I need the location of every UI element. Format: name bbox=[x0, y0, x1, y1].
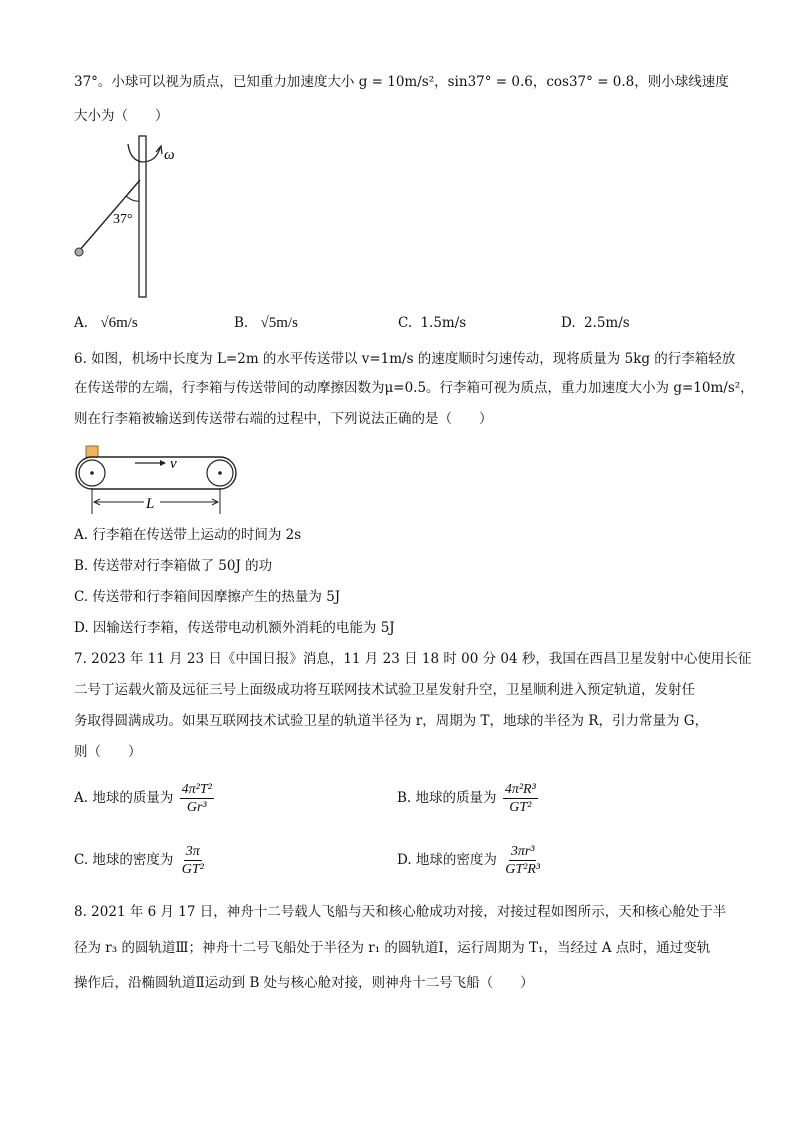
q7-option-d-fraction bbox=[503, 843, 542, 878]
q6-text-line-1: 6. 如图，机场中长度为 L=2m 的水平传送带以 v=1m/s 的速度顺时匀速传动，现将质量为 5kg 的行李箱轻放 bbox=[74, 351, 736, 367]
q7-text-line-1: 7. 2023 年 11 月 23 日《中国日报》消息，11 月 23 日 18 时 00 分 04 秒，我国在西昌卫星发射中心使用长征 bbox=[74, 651, 752, 667]
q5-option-a-text: √6m/s bbox=[100, 315, 138, 331]
q5-text-line-1: 37°。小球可以视为质点，已知重力加速度大小 g = 10m/s²，sin37° = 0.6，cos37° = 0.8，则小球线速度 bbox=[74, 74, 729, 90]
q5-option-a-letter: A. bbox=[74, 315, 89, 331]
q5-option-c-text: 1.5m/s bbox=[420, 315, 467, 331]
q7-option-a-numerator: 4π²T² bbox=[181, 782, 212, 797]
q7-option-b bbox=[397, 781, 538, 816]
q5-option-b-text: √5m/s bbox=[260, 315, 298, 331]
q6-text-line-3: 则在行李箱被输送到传送带右端的过程中，下列说法正确的是（ ） bbox=[74, 411, 493, 427]
q6-option-d: D. 因输送行李箱，传送带电动机额外消耗的电能为 5J bbox=[74, 620, 395, 636]
q7-option-c bbox=[74, 843, 206, 878]
q8-text-line-1: 8. 2021 年 6 月 17 日，神舟十二号载人飞船与天和核心舱成功对接，对接过程如图所示，天和核心舱处于半 bbox=[74, 904, 727, 920]
q7-option-c-denominator: GT² bbox=[181, 862, 204, 877]
ball bbox=[75, 248, 83, 256]
q7-option-c-prefix: C. 地球的密度为 bbox=[74, 852, 174, 868]
q5-option-b-letter: B. bbox=[234, 315, 249, 331]
q7-text-line-4: 则（ ） bbox=[74, 744, 142, 760]
rotation-arrow-icon bbox=[128, 144, 160, 162]
q8-text-line-2: 径为 r₃ 的圆轨道Ⅲ；神舟十二号飞船处于半径为 r₁ 的圆轨道Ⅰ，运行周期为 T₁，当经过 A 点时，通过变轨 bbox=[74, 940, 711, 956]
q6-text-line-2: 在传送带的左端，行李箱与传送带间的动摩擦因数为μ=0.5。行李箱可视为质点，重力加速度大小为 g=10m/s²， bbox=[74, 380, 754, 396]
q7-option-d-denominator: GT²R³ bbox=[505, 862, 541, 877]
q5-figure bbox=[70, 130, 200, 300]
q7-option-d-numerator: 3πr³ bbox=[510, 844, 535, 859]
angle-label: 37° bbox=[113, 212, 133, 227]
omega-label: ω bbox=[164, 147, 175, 163]
q7-option-c-fraction bbox=[180, 843, 206, 878]
q5-option-b bbox=[234, 313, 298, 333]
luggage-box bbox=[86, 446, 98, 457]
q7-option-a-prefix: A. 地球的质量为 bbox=[74, 790, 174, 806]
q7-option-a-fraction bbox=[180, 781, 214, 816]
q5-option-d bbox=[561, 313, 630, 333]
q7-option-a bbox=[74, 781, 214, 816]
q7-option-b-numerator: 4π²R³ bbox=[504, 782, 536, 797]
q6-option-c: C. 传送带和行李箱间因摩擦产生的热量为 5J bbox=[74, 589, 341, 605]
velocity-label: v bbox=[170, 456, 177, 472]
vertical-rod bbox=[139, 136, 146, 297]
q7-option-b-denominator: GT² bbox=[509, 800, 532, 815]
q7-option-b-prefix: B. 地球的质量为 bbox=[397, 790, 497, 806]
q7-option-b-fraction bbox=[503, 781, 538, 816]
q8-text-line-3: 操作后，沿椭圆轨道Ⅱ运动到 B 处与核心舱对接，则神舟十二号飞船（ ） bbox=[74, 975, 534, 991]
angle-arc bbox=[126, 196, 139, 201]
q6-option-a: A. 行李箱在传送带上运动的时间为 2s bbox=[74, 527, 302, 543]
q7-option-a-denominator: Gr³ bbox=[186, 800, 207, 815]
q5-option-a bbox=[74, 313, 138, 333]
conveyor-belt bbox=[76, 457, 236, 489]
q7-text-line-3: 务取得圆满成功。如果互联网技术试验卫星的轨道半径为 r，周期为 T，地球的半径为 R，引力常量为 G， bbox=[74, 713, 709, 729]
length-label: L bbox=[146, 496, 155, 512]
q7-option-d-prefix: D. 地球的密度为 bbox=[397, 852, 497, 868]
q5-option-c-letter: C. bbox=[398, 315, 413, 331]
q7-option-c-numerator: 3π bbox=[185, 844, 200, 859]
q5-text-line-2: 大小为（ ） bbox=[74, 108, 169, 124]
q7-text-line-2: 二号丁运载火箭及远征三号上面级成功将互联网技术试验卫星发射升空，卫星顺利进入预定轨道，发射任 bbox=[74, 682, 695, 698]
q5-option-c bbox=[398, 313, 466, 333]
q5-option-d-letter: D. bbox=[561, 315, 576, 331]
q5-option-d-text: 2.5m/s bbox=[583, 315, 630, 331]
q6-figure bbox=[72, 444, 242, 518]
q7-option-d bbox=[397, 843, 542, 878]
q6-option-b: B. 传送带对行李箱做了 50J 的功 bbox=[74, 558, 273, 574]
